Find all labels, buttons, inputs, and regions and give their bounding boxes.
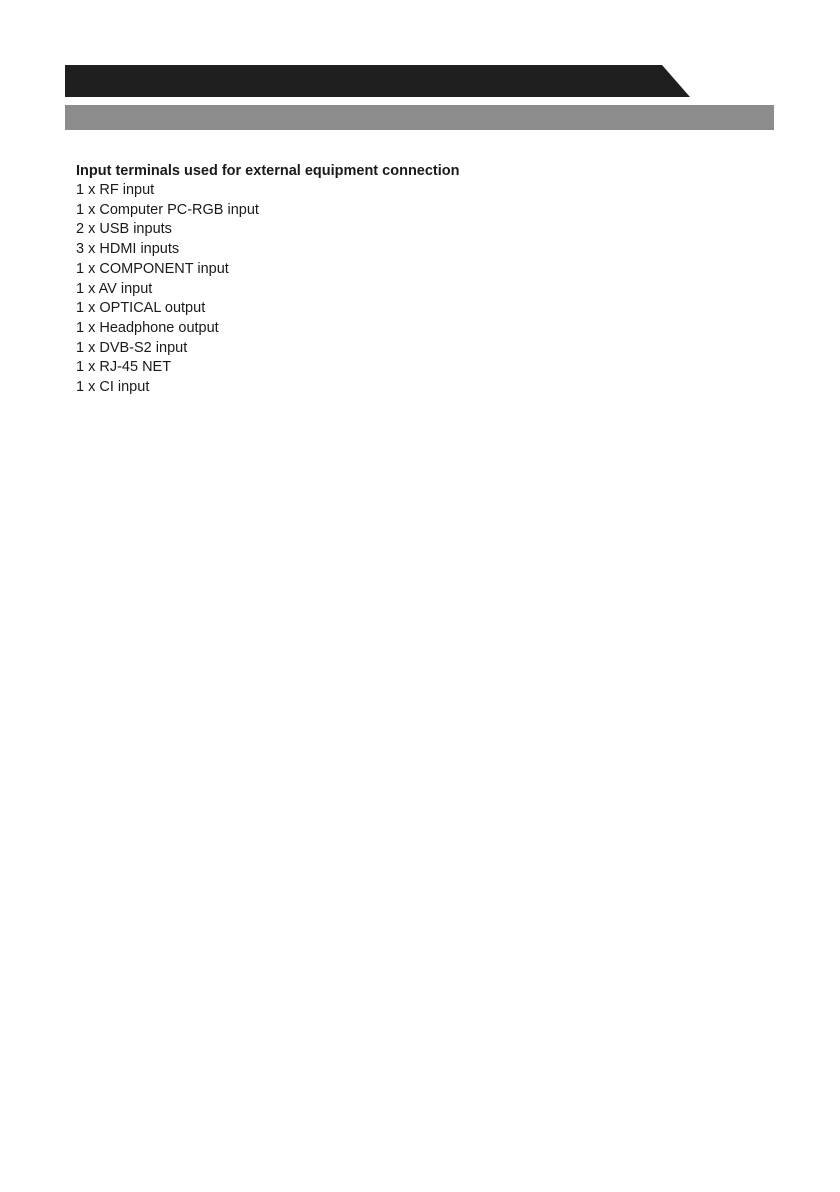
list-item: 3 x HDMI inputs [76,241,180,258]
header-bar [65,65,690,97]
header-bar-shape [65,65,690,97]
list-item: 1 x RF input [76,182,155,198]
list-item: 1 x DVB-S2 input [76,339,188,356]
list-item: 1 x OPTICAL output [76,300,206,317]
terminal-list [76,181,776,398]
document-body [76,162,776,398]
list-item: 1 x CI input [76,379,150,396]
list-item: 1 x AV input [76,280,153,297]
section-title: Input terminals used for external equipment connection [76,163,460,179]
list-item: 1 x RJ-45 NET [76,359,172,376]
list-item: 1 x Computer PC-RGB input [76,201,259,218]
list-item: 1 x Headphone output [76,319,219,336]
section-band [65,105,774,130]
list-item: 2 x USB inputs [76,221,172,238]
list-item: 1 x COMPONENT input [76,260,229,277]
